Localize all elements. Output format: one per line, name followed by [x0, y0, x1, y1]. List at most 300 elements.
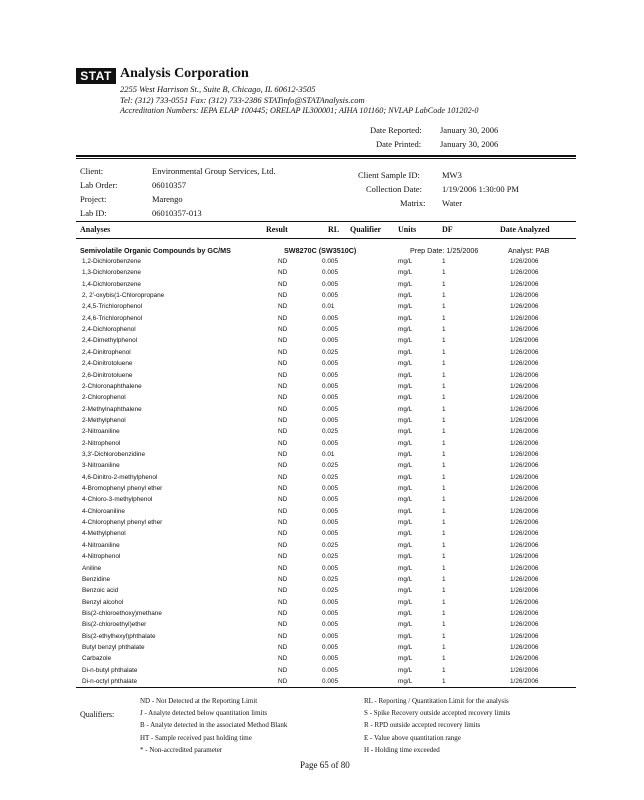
result-value: ND [278, 394, 288, 402]
table-row [0, 610, 644, 621]
lab-order-value: 06010357 [152, 180, 186, 190]
rl-value: 0.01 [322, 303, 335, 311]
units-value: mg/L [398, 337, 413, 345]
rl-value: 0.005 [322, 507, 338, 515]
df-value: 1 [442, 598, 446, 606]
header-divider [76, 155, 576, 157]
analyte-name: 2-Nitroaniline [82, 428, 120, 436]
table-row [0, 508, 644, 519]
df-value: 1 [442, 541, 446, 549]
analyte-name: 2,4,5-Trichlorophenol [82, 303, 143, 311]
table-row [0, 474, 644, 485]
date-analyzed-value: 1/26/2006 [510, 337, 539, 345]
units-value: mg/L [398, 575, 413, 583]
df-value: 1 [442, 632, 446, 640]
result-value: ND [278, 326, 288, 334]
qualifier-s: S - Spike Recovery outside accepted recovery limits [364, 709, 511, 718]
df-value: 1 [442, 303, 446, 311]
date-analyzed-value: 1/26/2006 [510, 507, 539, 515]
lab-order-label: Lab Order: [80, 180, 118, 190]
client-label: Client: [80, 166, 104, 176]
analyte-name: 2, 2'-oxybis(1-Chloropropane [82, 292, 165, 300]
analyte-name: 1,3-Dichlorobenzene [82, 269, 141, 277]
rl-value: 0.005 [322, 394, 338, 402]
analyte-name: 4-Methylphenol [82, 530, 126, 538]
table-row [0, 530, 644, 541]
rl-value: 0.005 [322, 371, 338, 379]
rl-value: 0.005 [322, 337, 338, 345]
units-value: mg/L [398, 303, 413, 311]
col-qualifier: Qualifier [350, 225, 382, 234]
rl-value: 0.005 [322, 598, 338, 606]
analyte-name: 2-Chlorophenol [82, 394, 126, 402]
df-value: 1 [442, 450, 446, 458]
date-analyzed-value: 1/26/2006 [510, 530, 539, 538]
date-analyzed-value: 1/26/2006 [510, 360, 539, 368]
table-row [0, 667, 644, 678]
units-value: mg/L [398, 643, 413, 651]
table-row [0, 406, 644, 417]
units-value: mg/L [398, 462, 413, 470]
units-value: mg/L [398, 655, 413, 663]
column-header-divider [76, 238, 576, 239]
table-row [0, 258, 644, 269]
units-value: mg/L [398, 280, 413, 288]
units-value: mg/L [398, 678, 413, 685]
table-row [0, 360, 644, 371]
date-analyzed-value: 1/26/2006 [510, 678, 539, 685]
result-value: ND [278, 541, 288, 549]
date-analyzed-value: 1/26/2006 [510, 314, 539, 322]
df-value: 1 [442, 519, 446, 526]
rl-value: 0.025 [322, 462, 338, 470]
analyte-name: 2,4-Dimethylphenol [82, 337, 138, 345]
df-value: 1 [442, 416, 446, 424]
units-value: mg/L [398, 473, 413, 481]
date-analyzed-value: 1/26/2006 [510, 428, 539, 436]
analyte-name: 1,4-Dichlorobenzene [82, 280, 141, 288]
date-analyzed-value: 1/26/2006 [510, 575, 539, 583]
lab-id-value: 06010357-013 [152, 208, 202, 218]
analyte-name: 2,4,6-Trichlorophenol [82, 314, 143, 322]
result-value: ND [278, 337, 288, 345]
table-row [0, 281, 644, 292]
result-value: ND [278, 553, 288, 561]
date-analyzed-value: 1/26/2006 [510, 587, 539, 595]
table-row [0, 269, 644, 280]
result-value: ND [278, 621, 288, 629]
df-value: 1 [442, 496, 446, 504]
result-value: ND [278, 666, 288, 674]
analyte-name: 2-Nitrophenol [82, 439, 121, 447]
date-analyzed-value: 1/26/2006 [510, 405, 539, 413]
table-row [0, 303, 644, 314]
result-value: ND [278, 450, 288, 458]
company-address: 2255 West Harrison St., Suite B, Chicago, IL 60612-3505 [120, 84, 316, 94]
date-analyzed-value: 1/26/2006 [510, 564, 539, 572]
result-value: ND [278, 609, 288, 617]
rl-value: 0.005 [322, 405, 338, 413]
analyte-name: 4,6-Dinitro-2-methylphenol [82, 473, 158, 481]
qualifier-ht: HT - Sample received past holding time [140, 733, 252, 742]
result-value: ND [278, 303, 288, 311]
analyte-name: 3,3'-Dichlorobenzidine [82, 450, 146, 458]
result-value: ND [278, 382, 288, 390]
table-row [0, 440, 644, 451]
table-row [0, 394, 644, 405]
qualifier-b: B - Analyte detected in the associated Method Blank [140, 721, 288, 730]
df-value: 1 [442, 621, 446, 629]
rl-value: 0.005 [322, 564, 338, 572]
rl-value: 0.005 [322, 382, 338, 390]
date-analyzed-value: 1/26/2006 [510, 541, 539, 549]
date-analyzed-value: 1/26/2006 [510, 416, 539, 424]
date-analyzed-value: 1/26/2006 [510, 382, 539, 390]
df-value: 1 [442, 666, 446, 674]
rl-value: 0.005 [322, 258, 338, 265]
qualifier-rl: RL - Reporting / Quantitation Limit for the analysis [364, 697, 509, 705]
analyte-name: Benzoic acid [82, 587, 119, 595]
date-analyzed-value: 1/26/2006 [510, 371, 539, 379]
date-printed-value: January 30, 2006 [440, 139, 499, 149]
result-value: ND [278, 314, 288, 322]
units-value: mg/L [398, 258, 413, 265]
units-value: mg/L [398, 428, 413, 436]
units-value: mg/L [398, 553, 413, 561]
rl-value: 0.005 [322, 280, 338, 288]
project-label: Project: [80, 194, 107, 204]
result-value: ND [278, 496, 288, 504]
qualifiers-right-list [364, 695, 510, 756]
units-value: mg/L [398, 598, 413, 606]
date-analyzed-value: 1/26/2006 [510, 303, 539, 311]
table-row [0, 633, 644, 644]
analyte-name: Carbazole [82, 655, 112, 663]
units-value: mg/L [398, 496, 413, 504]
units-value: mg/L [398, 405, 413, 413]
units-value: mg/L [398, 530, 413, 538]
result-value: ND [278, 530, 288, 538]
company-contact: Tel: (312) 733-0551 Fax: (312) 733-2386 STATinfo@STATAnalysis.com [120, 95, 365, 105]
df-value: 1 [442, 337, 446, 345]
table-row [0, 519, 644, 530]
table-row [0, 462, 644, 473]
table-row [0, 417, 644, 428]
qualifier-h: H - Holding time exceeded [364, 745, 440, 754]
df-value: 1 [442, 678, 446, 685]
units-value: mg/L [398, 609, 413, 617]
date-analyzed-value: 1/26/2006 [510, 439, 539, 447]
qualifiers-label: Qualifiers: [80, 710, 115, 719]
df-value: 1 [442, 280, 446, 288]
result-value: ND [278, 519, 288, 526]
result-value: ND [278, 439, 288, 447]
table-row [0, 451, 644, 462]
date-analyzed-value: 1/26/2006 [510, 632, 539, 640]
table-row [0, 383, 644, 394]
df-value: 1 [442, 405, 446, 413]
col-df: DF [442, 225, 453, 234]
df-value: 1 [442, 439, 446, 447]
rl-value: 0.005 [322, 439, 338, 447]
df-value: 1 [442, 462, 446, 470]
rl-value: 0.005 [322, 485, 338, 492]
date-analyzed-value: 1/26/2006 [510, 621, 539, 629]
units-value: mg/L [398, 587, 413, 595]
date-analyzed-value: 1/26/2006 [510, 258, 539, 265]
analyte-name: 4-Bromophenyl phenyl ether [82, 485, 163, 492]
method-code: SW8270C (SW3510C) [284, 246, 357, 255]
df-value: 1 [442, 292, 446, 300]
table-row [0, 553, 644, 564]
collection-date-label: Collection Date: [366, 184, 422, 194]
df-value: 1 [442, 587, 446, 595]
analyst: Analyst: PAB [508, 246, 550, 255]
page-number: Page 65 of 80 [300, 760, 350, 770]
df-value: 1 [442, 348, 446, 356]
table-row [0, 599, 644, 610]
df-value: 1 [442, 530, 446, 538]
table-row [0, 542, 644, 553]
units-value: mg/L [398, 382, 413, 390]
table-row [0, 496, 644, 507]
collection-date-value: 1/19/2006 1:30:00 PM [442, 184, 519, 194]
df-value: 1 [442, 258, 446, 265]
analyte-name: 2-Chloronaphthalene [82, 382, 142, 390]
analyte-name: Benzidine [82, 575, 111, 583]
date-analyzed-value: 1/26/2006 [510, 643, 539, 651]
result-value: ND [278, 360, 288, 368]
date-analyzed-value: 1/26/2006 [510, 496, 539, 504]
result-value: ND [278, 269, 288, 277]
analyte-name: 4-Chloro-3-methylphenol [82, 496, 153, 504]
accreditation-numbers: Accreditation Numbers: IEPA ELAP 100445; ORELAP IL300001; AIHA 101160; NVLAP LabCode 101202-0 [120, 106, 479, 115]
df-value: 1 [442, 314, 446, 322]
rl-value: 0.005 [322, 496, 338, 504]
analyte-name: 4-Chloroaniline [82, 507, 125, 515]
df-value: 1 [442, 326, 446, 334]
result-value: ND [278, 348, 288, 356]
df-value: 1 [442, 360, 446, 368]
result-value: ND [278, 632, 288, 640]
date-analyzed-value: 1/26/2006 [510, 655, 539, 663]
df-value: 1 [442, 473, 446, 481]
date-analyzed-value: 1/26/2006 [510, 519, 539, 526]
analyte-name: 2,6-Dinitrotoluene [82, 371, 133, 379]
qualifier-non-accredited: * - Non-accredited parameter [140, 745, 223, 754]
result-value: ND [278, 485, 288, 492]
date-analyzed-value: 1/26/2006 [510, 269, 539, 277]
matrix-label: Matrix: [400, 198, 426, 208]
units-value: mg/L [398, 519, 413, 526]
qualifier-r: R - RPD outside accepted recovery limits [364, 721, 481, 730]
rl-value: 0.025 [322, 541, 338, 549]
units-value: mg/L [398, 666, 413, 674]
units-value: mg/L [398, 439, 413, 447]
df-value: 1 [442, 507, 446, 515]
units-value: mg/L [398, 416, 413, 424]
df-value: 1 [442, 575, 446, 583]
units-value: mg/L [398, 541, 413, 549]
date-reported-label: Date Reported: [370, 125, 422, 135]
client-sample-label: Client Sample ID: [358, 170, 420, 180]
rl-value: 0.005 [322, 360, 338, 368]
analyte-name: 2-Methylphenol [82, 416, 126, 424]
table-row [0, 372, 644, 383]
result-value: ND [278, 428, 288, 436]
result-value: ND [278, 587, 288, 595]
col-analyses: Analyses [80, 225, 111, 234]
units-value: mg/L [398, 621, 413, 629]
analyte-name: Benzyl alcohol [82, 598, 124, 606]
df-value: 1 [442, 553, 446, 561]
rl-value: 0.005 [322, 609, 338, 617]
table-row [0, 576, 644, 587]
analyte-name: Aniline [82, 564, 102, 572]
date-analyzed-value: 1/26/2006 [510, 450, 539, 458]
company-logo: STAT [76, 68, 116, 84]
date-analyzed-value: 1/26/2006 [510, 473, 539, 481]
rl-value: 0.025 [322, 473, 338, 481]
rl-value: 0.025 [322, 553, 338, 561]
rl-value: 0.005 [322, 621, 338, 629]
result-value: ND [278, 462, 288, 470]
units-value: mg/L [398, 326, 413, 334]
analyte-name: Bis(2-chloroethyl)ether [82, 621, 147, 629]
result-value: ND [278, 371, 288, 379]
table-row [0, 315, 644, 326]
units-value: mg/L [398, 292, 413, 300]
col-result: Result [266, 225, 288, 234]
table-row [0, 428, 644, 439]
rl-value: 0.005 [322, 530, 338, 538]
rl-value: 0.005 [322, 519, 338, 526]
rl-value: 0.01 [322, 450, 335, 458]
date-analyzed-value: 1/26/2006 [510, 348, 539, 356]
units-value: mg/L [398, 507, 413, 515]
result-value: ND [278, 292, 288, 300]
analyte-name: 2,4-Dinitrotoluene [82, 360, 133, 368]
col-units: Units [398, 225, 417, 234]
result-value: ND [278, 564, 288, 572]
rl-value: 0.005 [322, 292, 338, 300]
date-analyzed-value: 1/26/2006 [510, 280, 539, 288]
table-row [0, 349, 644, 360]
table-row [0, 292, 644, 303]
df-value: 1 [442, 609, 446, 617]
units-value: mg/L [398, 450, 413, 458]
date-printed-label: Date Printed: [376, 139, 422, 149]
company-name: Analysis Corporation [120, 66, 249, 81]
rl-value: 0.025 [322, 348, 338, 356]
result-value: ND [278, 643, 288, 651]
analyte-name: 2,4-Dichlorophenol [82, 326, 136, 334]
client-value: Environmental Group Services, Ltd. [152, 166, 276, 176]
client-sample-value: MW3 [442, 170, 462, 180]
date-analyzed-value: 1/26/2006 [510, 553, 539, 561]
table-row [0, 621, 644, 632]
rl-value: 0.005 [322, 269, 338, 277]
rl-value: 0.005 [322, 643, 338, 651]
date-analyzed-value: 1/26/2006 [510, 292, 539, 300]
table-row [0, 337, 644, 348]
table-row [0, 587, 644, 598]
rl-value: 0.025 [322, 575, 338, 583]
date-analyzed-value: 1/26/2006 [510, 598, 539, 606]
analyte-name: Bis(2-ethylhexyl)phthalate [82, 632, 156, 640]
date-analyzed-value: 1/26/2006 [510, 326, 539, 334]
result-value: ND [278, 416, 288, 424]
table-end-divider [76, 687, 576, 688]
rl-value: 0.005 [322, 326, 338, 334]
header-divider-thin [76, 158, 576, 159]
rl-value: 0.005 [322, 416, 338, 424]
result-value: ND [278, 575, 288, 583]
matrix-value: Water [442, 198, 463, 208]
analyte-name: 3-Nitroaniline [82, 462, 120, 470]
units-value: mg/L [398, 371, 413, 379]
qualifier-nd: ND - Not Detected at the Reporting Limit [140, 697, 258, 705]
date-analyzed-value: 1/26/2006 [510, 485, 539, 492]
lab-id-label: Lab ID: [80, 208, 107, 218]
table-row [0, 326, 644, 337]
units-value: mg/L [398, 360, 413, 368]
analyte-name: 2,4-Dinitrophenol [82, 348, 131, 356]
df-value: 1 [442, 269, 446, 277]
rl-value: 0.025 [322, 428, 338, 436]
table-row [0, 644, 644, 655]
rl-value: 0.005 [322, 314, 338, 322]
df-value: 1 [442, 655, 446, 663]
qualifiers-left-list [140, 695, 287, 756]
analyte-name: Bis(2-chloroethoxy)methane [82, 609, 162, 617]
analyte-name: Butyl benzyl phthalate [82, 643, 145, 651]
analyte-name: Di-n-octyl phthalate [82, 678, 138, 685]
date-analyzed-value: 1/26/2006 [510, 666, 539, 674]
result-value: ND [278, 655, 288, 663]
result-value: ND [278, 598, 288, 606]
analyte-name: 1,2-Dichlorobenzene [82, 258, 141, 265]
method-name: Semivolatile Organic Compounds by GC/MS [80, 246, 231, 255]
units-value: mg/L [398, 564, 413, 572]
analyte-name: Di-n-butyl phthalate [82, 666, 138, 674]
units-value: mg/L [398, 269, 413, 277]
result-value: ND [278, 678, 288, 685]
units-value: mg/L [398, 485, 413, 492]
result-value: ND [278, 473, 288, 481]
analyte-name: 4-Nitrophenol [82, 553, 121, 561]
col-date-analyzed: Date Analyzed [500, 225, 550, 234]
analyte-name: 4-Chlorophenyl phenyl ether [82, 519, 163, 526]
df-value: 1 [442, 643, 446, 651]
rl-value: 0.005 [322, 632, 338, 640]
qualifier-j: J - Analyte detected below quantitation limits [140, 709, 268, 718]
analyte-name: 4-Nitroaniline [82, 541, 120, 549]
df-value: 1 [442, 371, 446, 379]
units-value: mg/L [398, 632, 413, 640]
info-divider [76, 221, 576, 222]
analyte-name: 2-Methylnaphthalene [82, 405, 142, 413]
table-row [0, 485, 644, 496]
table-row [0, 565, 644, 576]
rl-value: 0.005 [322, 655, 338, 663]
result-value: ND [278, 280, 288, 288]
qualifier-e: E - Value above quantitation range [364, 733, 461, 742]
date-analyzed-value: 1/26/2006 [510, 462, 539, 470]
rl-value: 0.005 [322, 666, 338, 674]
date-analyzed-value: 1/26/2006 [510, 609, 539, 617]
project-value: Marengo [152, 194, 183, 204]
